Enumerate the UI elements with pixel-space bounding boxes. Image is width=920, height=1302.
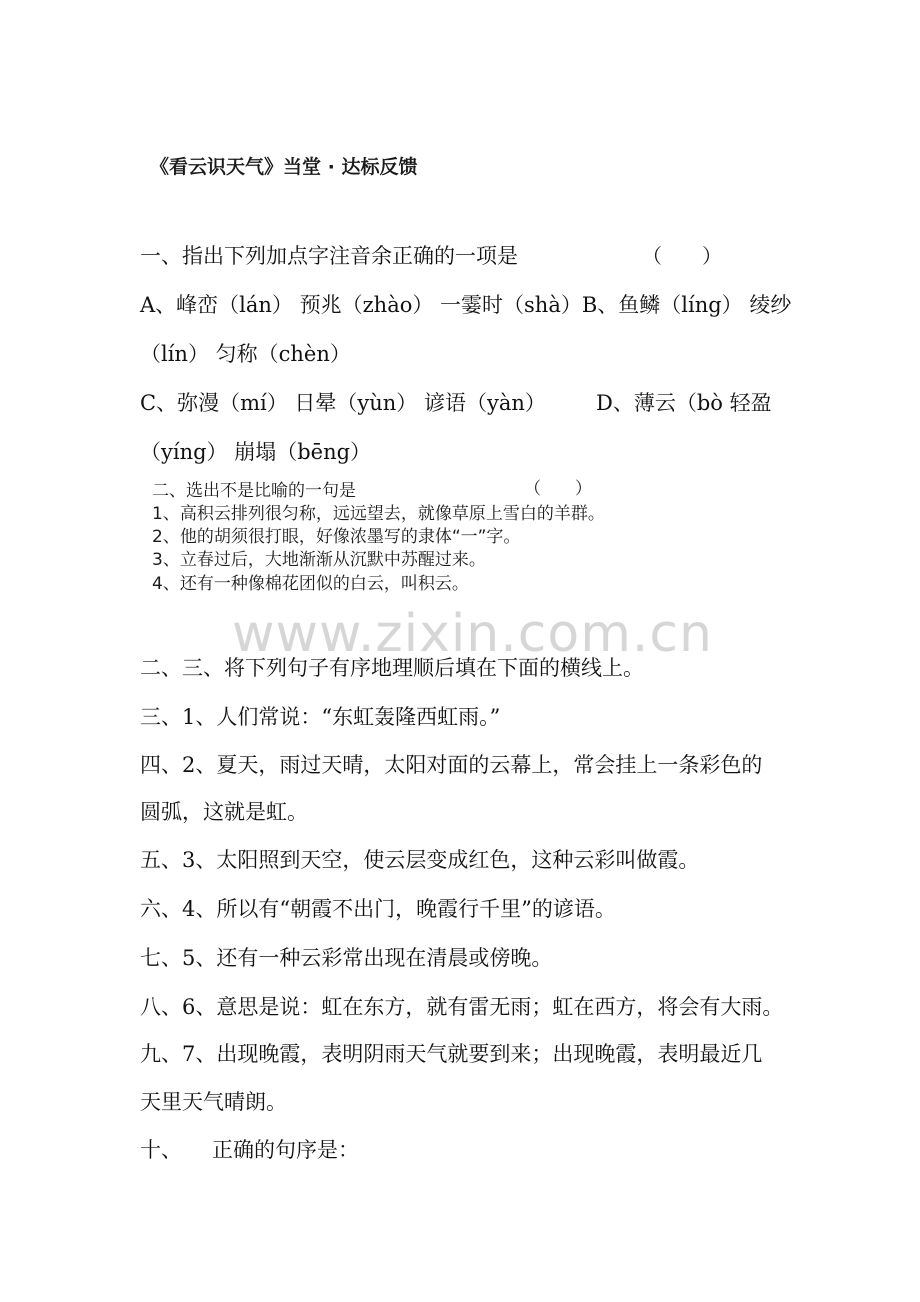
q2-answer-paren: （ ）	[524, 479, 592, 499]
q3-sentence: 五、3、太阳照到天空，使云层变成红色，这种云彩叫做霞。	[140, 848, 700, 872]
q3-sentence: 三、1、人们常说：“东虹轰隆西虹雨。”	[140, 705, 501, 729]
q2-stem: 二、选出不是比喻的一句是	[152, 481, 356, 501]
q2-item: 2、他的胡须很打眼，好像浓墨写的隶体“一”字。	[152, 527, 521, 547]
q3-sentence: 九、7、出现晚霞，表明阴雨天气就要到来；出现晚霞，表明最近几	[140, 1042, 763, 1066]
q3-sentence: 八、6、意思是说：虹在东方，就有雷无雨；虹在西方，将会有大雨。	[140, 995, 784, 1019]
q3-sentence: 圆弧，这就是虹。	[140, 800, 308, 824]
q3-sentence: 七、5、还有一种云彩常出现在清晨或傍晚。	[140, 946, 553, 970]
q3-instruction: 二、三、将下列句子有序地理顺后填在下面的横线上。	[140, 656, 644, 680]
q3-answer-prompt: 正确的句序是：	[212, 1138, 359, 1162]
q1-option-d: D、薄云（bò 轻盈	[596, 391, 772, 415]
q2-item: 4、还有一种像棉花团似的白云，叫积云。	[152, 574, 469, 594]
q1-option-c: C、弥漫（mí） 日晕（yùn） 谚语（yàn）	[140, 391, 546, 415]
q2-item: 1、高积云排列很匀称，远远望去，就像草原上雪白的羊群。	[152, 504, 605, 524]
q1-options-line-1: A、峰峦（lán） 预兆（zhào） 一霎时（shà）B、鱼鳞（líng） 绫纱	[140, 293, 792, 317]
q1-options-line-4: （yíng） 崩塌（bēng）	[140, 440, 372, 464]
q2-scanned-block	[148, 478, 668, 596]
q1-options-line-2: （lín） 匀称（chèn）	[140, 342, 351, 366]
q3-sentence: 天里天气晴朗。	[140, 1090, 287, 1114]
q3-answer-label: 十、	[140, 1138, 182, 1162]
q3-sentence: 四、2、夏天，雨过天晴，太阳对面的云幕上，常会挂上一条彩色的	[140, 753, 763, 777]
q1-stem: 一、指出下列加点字注音余正确的一项是	[140, 244, 518, 268]
document-title: 《看云识天气》当堂 · 达标反馈	[150, 156, 418, 178]
q2-item: 3、立春过后，大地渐渐从沉默中苏醒过来。	[152, 550, 486, 570]
q1-answer-paren: （ ）	[642, 244, 722, 268]
q3-sentence: 六、4、所以有“朝霞不出门，晚霞行千里”的谚语。	[140, 897, 616, 921]
watermark: www.zixin.com.cn	[232, 604, 713, 664]
